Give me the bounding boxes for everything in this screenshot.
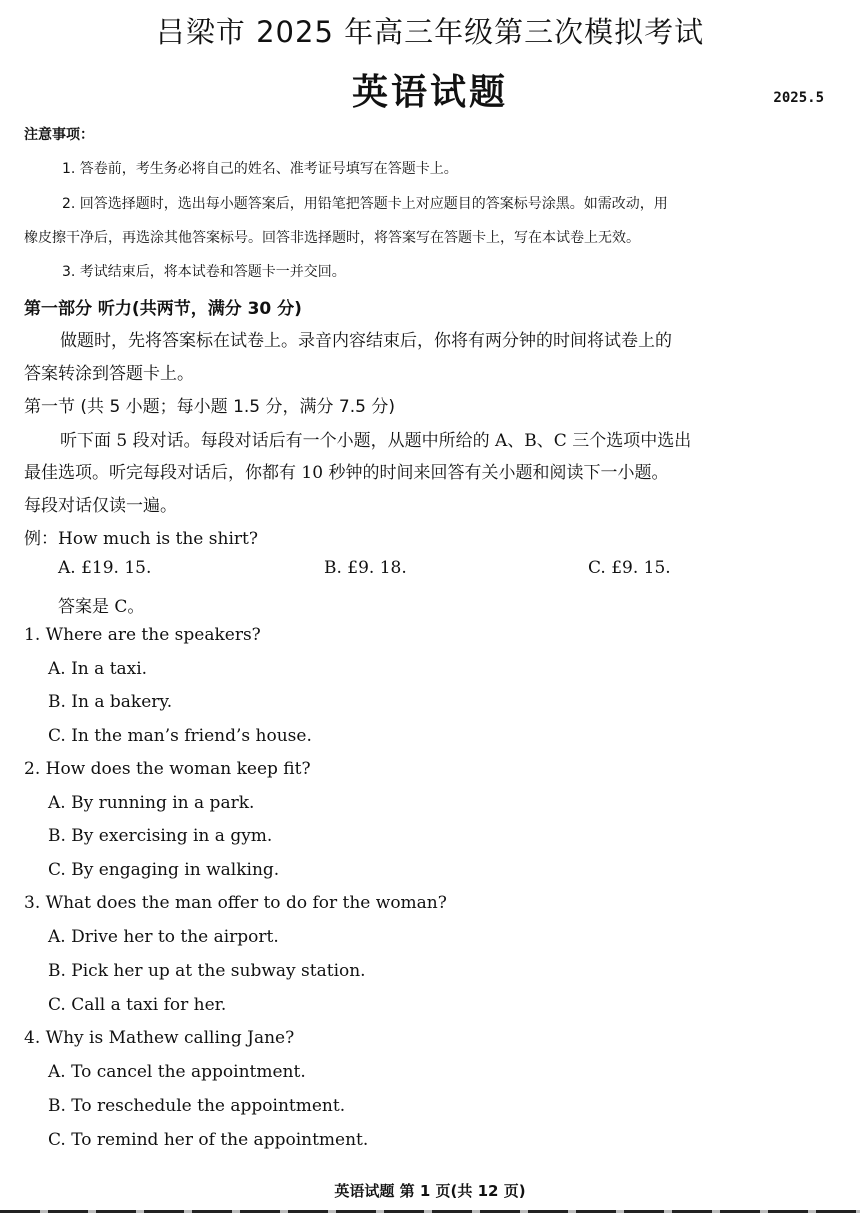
exam-title: 吕梁市 2025 年高三年级第三次模拟考试	[155, 15, 705, 49]
example-option-b: B. £9. 18.	[324, 558, 407, 578]
section1-intro-line: 听下面 5 段对话。每段对话后有一个小题，从题中所给的 A、B、C 三个选项中选出	[60, 431, 692, 451]
page-footer: 英语试题 第 1 页(共 12 页)	[334, 1182, 526, 1200]
question-option: C. Call a taxi for her.	[48, 995, 227, 1015]
part1-heading: 第一部分 听力(共两节，满分 30 分)	[24, 299, 302, 319]
notes-heading: 注意事项：	[24, 127, 94, 143]
bottom-rule	[0, 1210, 860, 1213]
question-option: C. By engaging in walking.	[48, 860, 280, 880]
note-item: 3. 考试结束后，将本试卷和答题卡一并交回。	[62, 264, 346, 280]
example-option-a: A. £19. 15.	[58, 558, 152, 578]
question-stem: 4. Why is Mathew calling Jane?	[24, 1028, 295, 1048]
part1-intro-line: 答案转涂到答题卡上。	[24, 364, 194, 384]
question-option: B. By exercising in a gym.	[48, 826, 273, 846]
section1-intro-line: 最佳选项。听完每段对话后，你都有 10 秒钟的时间来回答有关小题和阅读下一小题。	[24, 463, 669, 483]
section1-intro-line: 每段对话仅读一遍。	[24, 496, 177, 516]
part1-intro-line: 做题时，先将答案标在试卷上。录音内容结束后，你将有两分钟的时间将试卷上的	[60, 331, 672, 351]
question-option: B. Pick her up at the subway station.	[48, 961, 366, 981]
question-option: A. In a taxi.	[48, 659, 148, 679]
note-item: 橡皮擦干净后，再选涂其他答案标号。回答非选择题时，将答案写在答题卡上，写在本试卷上无效。	[24, 230, 640, 246]
example-question: 例：How much is the shirt?	[24, 529, 258, 549]
section1-heading: 第一节 (共 5 小题；每小题 1.5 分，满分 7.5 分)	[24, 397, 395, 417]
question-option: C. In the man’s friend’s house.	[48, 726, 312, 746]
note-item: 1. 答卷前，考生务必将自己的姓名、准考证号填写在答题卡上。	[62, 161, 458, 177]
question-option: B. To reschedule the appointment.	[48, 1096, 346, 1116]
question-option: C. To remind her of the appointment.	[48, 1130, 369, 1150]
example-answer: 答案是 C。	[58, 597, 145, 617]
example-option-c: C. £9. 15.	[588, 558, 671, 578]
question-stem: 2. How does the woman keep fit?	[24, 759, 311, 779]
subject-title: 英语试题	[351, 72, 508, 113]
question-option: A. Drive her to the airport.	[48, 927, 279, 947]
exam-date: 2025.5	[773, 90, 824, 106]
question-stem: 1. Where are the speakers?	[24, 625, 261, 645]
question-option: B. In a bakery.	[48, 692, 173, 712]
question-stem: 3. What does the man offer to do for the woman?	[24, 893, 447, 913]
note-item: 2. 回答选择题时，选出每小题答案后，用铅笔把答题卡上对应题目的答案标号涂黑。如需改动，用	[62, 196, 668, 212]
question-option: A. By running in a park.	[48, 793, 255, 813]
question-option: A. To cancel the appointment.	[48, 1062, 306, 1082]
